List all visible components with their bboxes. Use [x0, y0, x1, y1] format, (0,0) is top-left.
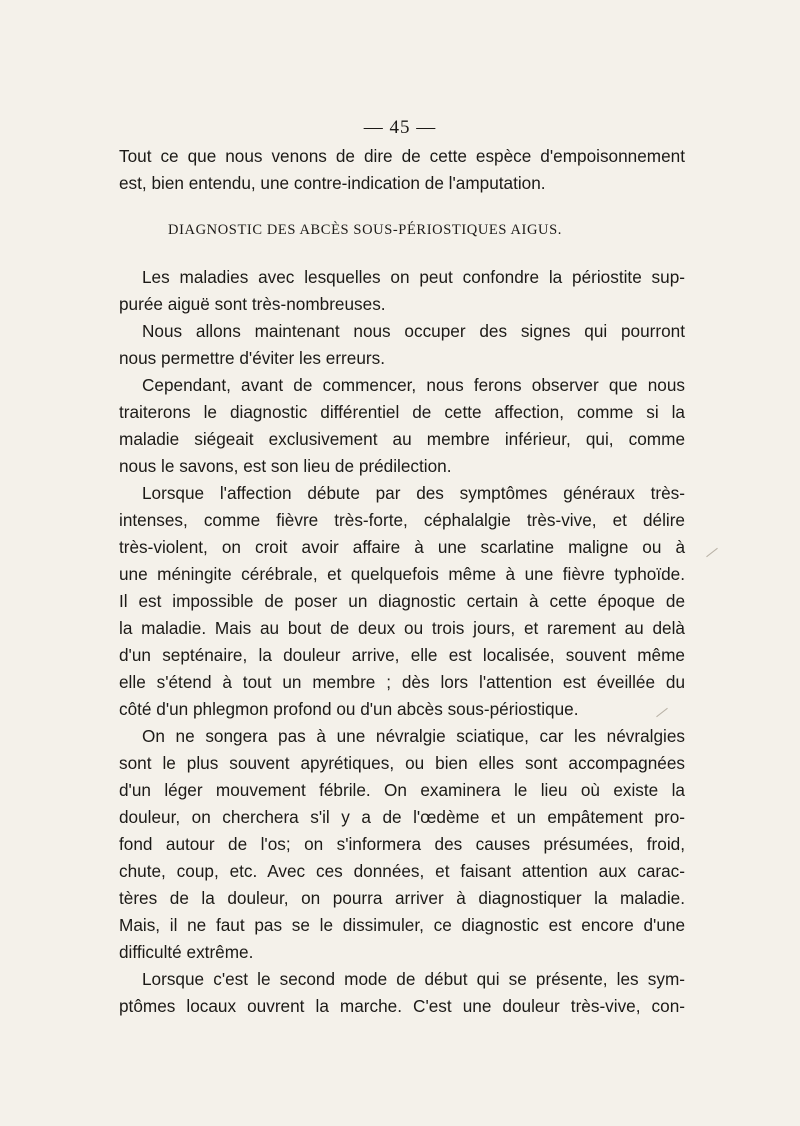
text-line: est, bien entendu, une contre-indication de l'amputation. [119, 173, 546, 193]
text-line: douleur, on cherchera s'il y a de l'œdème et un empâtement pro- [119, 807, 685, 827]
text-line: une méningite cérébrale, et quelquefois même à une fièvre typhoïde. [119, 564, 685, 584]
text-line: côté d'un phlegmon profond ou d'un abcès sous-périostique. [119, 699, 579, 719]
text-block [119, 143, 685, 1020]
text-line: Lorsque l'affection débute par des symptômes généraux très- [142, 483, 685, 503]
text-line: Cependant, avant de commencer, nous ferons observer que nous [142, 375, 685, 395]
paper-speck [706, 548, 718, 557]
text-line: purée aiguë sont très-nombreuses. [119, 294, 386, 314]
text-line: ptômes locaux ouvrent la marche. C'est une douleur très-vive, con- [119, 996, 685, 1016]
text-line: Tout ce que nous venons de dire de cette espèce d'empoisonnement [119, 146, 685, 166]
text-line: elle s'étend à tout un membre ; dès lors l'attention est éveillée du [119, 672, 685, 692]
text-line: très-violent, on croit avoir affaire à une scarlatine maligne ou à [119, 537, 685, 557]
text-line: nous le savons, est son lieu de prédilection. [119, 456, 452, 476]
text-line: la maladie. Mais au bout de deux ou trois jours, et rarement au delà [119, 618, 685, 638]
text-line: nous permettre d'éviter les erreurs. [119, 348, 385, 368]
text-line: On ne songera pas à une névralgie sciatique, car les névralgies [142, 726, 685, 746]
text-line: traiterons le diagnostic différentiel de cette affection, comme si la [119, 402, 685, 422]
text-line: intenses, comme fièvre très-forte, céphalalgie très-vive, et délire [119, 510, 685, 530]
text-line: fond autour de l'os; on s'informera des causes présumées, froid, [119, 834, 685, 854]
text-line: d'un léger mouvement fébrile. On examinera le lieu où existe la [119, 780, 685, 800]
text-line: Nous allons maintenant nous occuper des signes qui pourront [142, 321, 685, 341]
text-line: Mais, il ne faut pas se le dissimuler, ce diagnostic est encore d'une [119, 915, 685, 935]
section-heading: DIAGNOSTIC DES ABCÈS SOUS-PÉRIOSTIQUES AIGUS. [168, 222, 562, 238]
text-line: difficulté extrême. [119, 942, 254, 962]
text-line: Les maladies avec lesquelles on peut confondre la périostite sup- [142, 267, 685, 287]
page-number: — 45 — [363, 117, 437, 138]
text-line: tères de la douleur, on pourra arriver à diagnostiquer la maladie. [119, 888, 685, 908]
text-line: chute, coup, etc. Avec ces données, et faisant attention aux carac- [119, 861, 685, 881]
text-line: Lorsque c'est le second mode de début qui se présente, les sym- [142, 969, 685, 989]
text-line: Il est impossible de poser un diagnostic certain à cette époque de [119, 591, 685, 611]
text-line: d'un septénaire, la douleur arrive, elle est localisée, souvent même [119, 645, 685, 665]
text-line: sont le plus souvent apyrétiques, ou bien elles sont accompagnées [119, 753, 685, 773]
text-line: maladie siégeait exclusivement au membre inférieur, qui, comme [119, 429, 685, 449]
